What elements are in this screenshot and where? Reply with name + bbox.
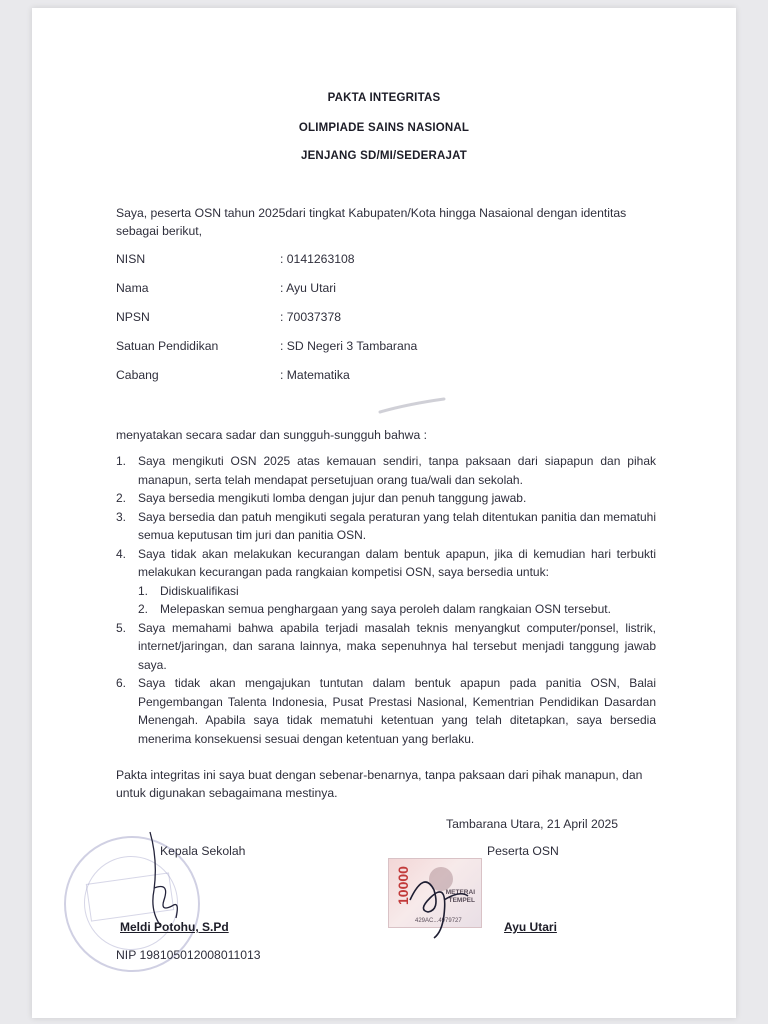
- item-number: 5.: [116, 620, 127, 635]
- doc-subtitle: OLIMPIADE SAINS NASIONAL: [298, 122, 470, 134]
- identity-label: Satuan Pendidikan: [116, 339, 219, 353]
- principal-nip: NIP 198105012008011013: [116, 948, 261, 962]
- sub-item-text: Didiskualifikasi: [160, 583, 239, 598]
- item-text: Saya bersedia dan patuh mengikuti segala peraturan yang telah ditentukan panitia dan mematuhi semua keputusan tim juri dan panitia OSN.: [138, 509, 656, 542]
- item-text: Saya mengikuti OSN 2025 atas kemauan sendiri, tanpa paksaan dari siapapun dan pihak manapun, serta telah mendapat persetujuan orang tua/wali dan sekolah.: [138, 454, 656, 487]
- identity-value: : 70037378: [280, 310, 341, 324]
- statement-intro: menyatakan secara sadar dan sungguh-sungguh bahwa :: [116, 428, 427, 442]
- sub-item-number: 1.: [138, 583, 149, 598]
- sub-list-item: [138, 582, 656, 601]
- identity-label: NPSN: [116, 310, 150, 324]
- principal-name: Meldi Potohu, S.Pd: [120, 920, 229, 934]
- closing-paragraph: Pakta integritas ini saya buat dengan sebenar-benarnya, tanpa paksaan dari pihak manapun, dan untuk digunakan sebagaimana mestinya.: [116, 768, 643, 800]
- identity-label: NISN: [116, 252, 146, 266]
- sub-list: [138, 582, 656, 619]
- list-item: [116, 452, 656, 489]
- doc-level: JENJANG SD/MI/SEDERAJAT: [300, 150, 468, 162]
- identity-label: Nama: [116, 281, 149, 295]
- item-text: Saya tidak akan mengajukan tuntutan dalam bentuk apapun pada panitia OSN, Balai Pengembangan Talenta Indonesia, Pusat Prestasi Nasional, Kementrian Pendidikan Dasardan Menengah. Apabila saya tidak mematuhi ketentuan yang telah ditetapkan, saya bersedia menerima konsekuensi sesuai dengan ketentuan yang berlaku.: [138, 676, 656, 746]
- item-text: Saya bersedia mengikuti lomba dengan jujur dan penuh tanggung jawab.: [138, 491, 527, 505]
- participant-signature: [404, 860, 474, 940]
- stamp-code: 429AC...4979727: [415, 918, 462, 924]
- list-item: [116, 674, 656, 748]
- identity-value: : 0141263108: [280, 252, 355, 266]
- stamp-label-line2: TEMPEL: [448, 897, 475, 904]
- list-item: [116, 545, 656, 619]
- item-number: 3.: [116, 509, 127, 524]
- stamp-value: 10000: [395, 866, 411, 905]
- list-item: [116, 489, 656, 508]
- identity-value: : SD Negeri 3 Tambarana: [280, 339, 418, 353]
- principal-signature: [120, 830, 200, 930]
- sub-list-item: [138, 600, 656, 619]
- doc-title: PAKTA INTEGRITAS: [327, 92, 441, 104]
- identity-value: : Ayu Utari: [280, 281, 336, 295]
- identity-label: Cabang: [116, 368, 159, 382]
- stamp-label-line1: METERAI: [445, 889, 475, 896]
- item-number: 6.: [116, 676, 127, 690]
- item-text: Saya memahami bahwa apabila terjadi masalah teknis menyangkut computer/ponsel, listrik, internet/jaringan, dan sarana lainnya, maka sepenuhnya hal tersebut menjadi tanggung jawab saya.: [138, 620, 656, 672]
- participant-name: Ayu Utari: [504, 920, 557, 934]
- statement-list: [116, 452, 656, 748]
- sub-item-number: 2.: [138, 602, 149, 616]
- list-item: [116, 619, 656, 675]
- sub-item-text: Melepaskan semua penghargaan yang saya peroleh dalam rangkaian OSN tersebut.: [160, 602, 611, 616]
- intro-paragraph: Saya, peserta OSN tahun 2025dari tingkat Kabupaten/Kota hingga Nasaional dengan identitas sebagai berikut,: [116, 206, 627, 238]
- place-date: Tambarana Utara, 21 April 2025: [446, 817, 619, 831]
- item-number: 2.: [116, 491, 127, 505]
- pen-mark: [378, 396, 448, 416]
- identity-value: : Matematika: [280, 368, 350, 382]
- list-item: [116, 508, 656, 545]
- participant-role: Peserta OSN: [487, 844, 559, 858]
- principal-role: Kepala Sekolah: [160, 844, 246, 858]
- item-number: 1.: [116, 454, 127, 468]
- item-number: 4.: [116, 546, 127, 561]
- item-text: Saya tidak akan melakukan kecurangan dalam bentuk apapun, jika di kemudian hari terbukti melakukan kecurangan pada rangkaian kompetisi OSN, saya bersedia untuk:: [138, 546, 656, 579]
